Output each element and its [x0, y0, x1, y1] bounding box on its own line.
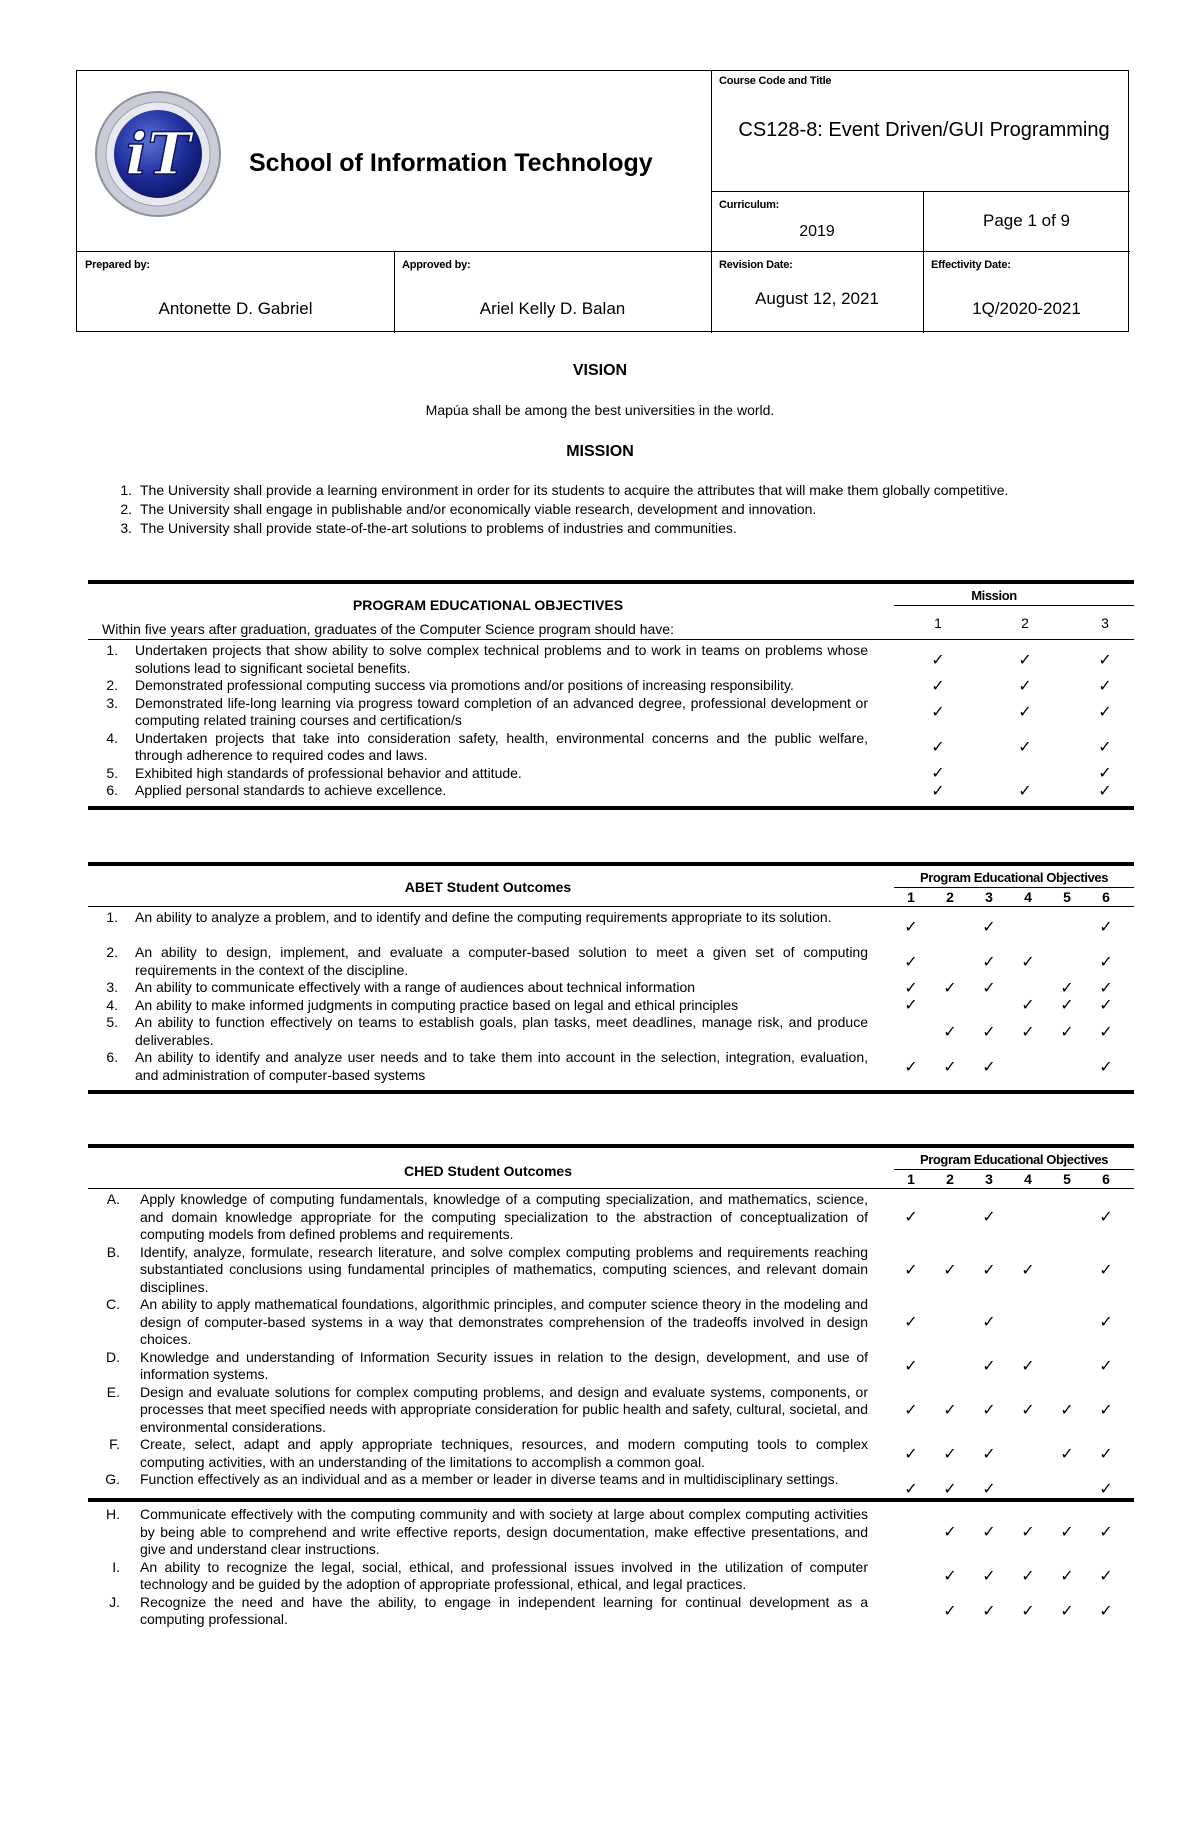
- abet-row: [88, 909, 1134, 944]
- revision-date-value: August 12, 2021: [755, 289, 879, 308]
- ched-row: [88, 1559, 1134, 1594]
- checkmark-icon: ✓: [1021, 1566, 1035, 1585]
- mission-list: [100, 482, 1150, 539]
- ched-row-number: G.: [105, 1471, 120, 1487]
- mission-item-number: 3.: [120, 520, 132, 536]
- abet-column-header: 3: [985, 889, 993, 905]
- ched-row-number: A.: [106, 1191, 120, 1207]
- checkmark-icon: ✓: [1099, 1522, 1113, 1542]
- ched-row: [88, 1506, 1134, 1559]
- checkmark-icon: ✓: [1098, 763, 1112, 783]
- checkmark-icon: ✓: [904, 1207, 918, 1227]
- checkmark-icon: ✓: [1099, 1312, 1113, 1332]
- peo-row: [88, 730, 1134, 765]
- abet-column-header: 5: [1063, 889, 1071, 905]
- peo-column-header: 3: [1101, 615, 1109, 631]
- peo-row: [88, 782, 1134, 800]
- ched-row-text: Design and evaluate solutions for complex computing problems, and design and evaluate systems, components, or processes that meet specified needs with appropriate consideration for public health and safety, cultural, societal, and environmental considerations.: [140, 1383, 868, 1435]
- checkmark-icon: ✓: [1099, 1056, 1113, 1076]
- school-logo: [93, 89, 223, 219]
- checkmark-icon: ✓: [1021, 1021, 1035, 1041]
- checkmark-icon: ✓: [943, 1601, 957, 1620]
- ched-column-header: 4: [1024, 1171, 1032, 1187]
- ched-column-header: 2: [946, 1171, 954, 1187]
- peo-row-number: 1.: [106, 642, 118, 658]
- checkmark-icon: ✓: [1060, 1522, 1074, 1542]
- peo-row-text: Undertaken projects that take into consideration safety, health, environmental concerns and the public welfare, through adherence to required codes and laws.: [135, 729, 868, 763]
- peo-row-number: 2.: [106, 677, 118, 693]
- checkmark-icon: ✓: [904, 1259, 918, 1279]
- ched-row-text: Create, select, adapt and apply appropriate techniques, resources, and modern computing tools to complex computing activities, with an understanding of the limitations to accomplish a common goal.: [140, 1436, 868, 1470]
- checkmark-icon: ✓: [943, 1443, 957, 1463]
- abet-table: [88, 862, 1134, 1096]
- ched-row-text: An ability to apply mathematical foundations, algorithmic principles, and computer science theory in the modeling and design of computer-based systems in a way that demonstrates comprehension of the tradeoffs involved in design choices.: [140, 1296, 868, 1347]
- ched-row: [88, 1296, 1134, 1349]
- ched-row-text: Identify, analyze, formulate, research literature, and solve complex computing problems and requirements reaching substantiated conclusions using fundamental principles of mathematics, computing sciences, and relevant domain disciplines.: [140, 1243, 868, 1295]
- checkmark-icon: ✓: [982, 1312, 996, 1332]
- checkmark-icon: ✓: [1018, 780, 1032, 800]
- ched-row-text: An ability to recognize the legal, social, ethical, and professional issues involved in the utilization of computer technology and be guided by the adoption of appropriate professional, ethical, and legal practices.: [140, 1558, 868, 1592]
- checkmark-icon: ✓: [1099, 951, 1113, 971]
- ched-row-number: I.: [112, 1558, 120, 1575]
- ched-row: [88, 1384, 1134, 1437]
- checkmark-icon: ✓: [1098, 737, 1112, 756]
- checkmark-icon: ✓: [1018, 737, 1032, 756]
- peo-row: [88, 677, 1134, 695]
- checkmark-icon: ✓: [1098, 649, 1112, 669]
- ched-group-label: Program Educational Objectives: [919, 1152, 1109, 1167]
- checkmark-icon: ✓: [943, 1399, 957, 1419]
- abet-row-number: 4.: [106, 996, 118, 1013]
- ched-row: [88, 1244, 1134, 1297]
- checkmark-icon: ✓: [904, 951, 918, 971]
- abet-row: [88, 1014, 1134, 1049]
- peo-row-number: 3.: [106, 694, 118, 711]
- abet-row-number: 3.: [106, 979, 118, 995]
- checkmark-icon: ✓: [1099, 1399, 1113, 1419]
- effectivity-date-label: Effectivity Date:: [931, 259, 1011, 271]
- abet-column-header: 6: [1102, 889, 1110, 905]
- peo-row: [88, 642, 1134, 677]
- checkmark-icon: ✓: [982, 1566, 996, 1585]
- checkmark-icon: ✓: [982, 1207, 996, 1227]
- ched-row-text: Recognize the need and have the ability, to engage in independent learning for continual development as a computing professional.: [140, 1593, 868, 1627]
- abet-row-number: 5.: [106, 1014, 118, 1030]
- abet-row-number: 2.: [106, 944, 118, 960]
- abet-column-header: 2: [946, 889, 954, 905]
- checkmark-icon: ✓: [1060, 995, 1074, 1015]
- checkmark-icon: ✓: [904, 1399, 918, 1419]
- abet-title: ABET Student Outcomes: [404, 879, 572, 895]
- checkmark-icon: ✓: [1098, 780, 1112, 800]
- checkmark-icon: ✓: [1099, 1478, 1113, 1498]
- checkmark-icon: ✓: [1018, 675, 1032, 695]
- checkmark-icon: ✓: [982, 977, 996, 997]
- checkmark-icon: ✓: [904, 995, 918, 1015]
- checkmark-icon: ✓: [931, 737, 945, 756]
- checkmark-icon: ✓: [1099, 995, 1113, 1015]
- ched-row-number: E.: [106, 1383, 120, 1400]
- abet-row: [88, 1049, 1134, 1084]
- course-title: CS128-8: Event Driven/GUI Programming: [738, 119, 1110, 141]
- checkmark-icon: ✓: [982, 1443, 996, 1463]
- checkmark-icon: ✓: [1018, 649, 1032, 669]
- abet-row-text: An ability to function effectively on teams to establish goals, plan tasks, meet deadlines, manage risk, and produce deliverables.: [135, 1014, 868, 1048]
- peo-row-text: Demonstrated professional computing success via promotions and/or positions of increasing responsibility.: [135, 677, 794, 693]
- checkmark-icon: ✓: [982, 916, 996, 936]
- checkmark-icon: ✓: [1021, 1356, 1035, 1375]
- ched-row-number: B.: [106, 1243, 120, 1260]
- abet-row: [88, 944, 1134, 979]
- mission-heading: MISSION: [566, 443, 634, 460]
- mission-item-text: The University shall engage in publishable and/or economically viable research, development and innovation.: [140, 501, 817, 517]
- mission-item-number: 1.: [120, 482, 132, 498]
- abet-row: [88, 979, 1134, 997]
- svg-text:iT: iT: [125, 120, 191, 188]
- peo-column-header: 1: [934, 615, 942, 631]
- checkmark-icon: ✓: [943, 1566, 957, 1585]
- curriculum-label: Curriculum:: [719, 199, 780, 211]
- abet-row-number: 1.: [106, 909, 118, 925]
- peo-row-text: Exhibited high standards of professional behavior and attitude.: [135, 764, 522, 781]
- checkmark-icon: ✓: [1018, 702, 1032, 721]
- mission-item: [100, 482, 1150, 501]
- ched-row-text: Apply knowledge of computing fundamentals, knowledge of a computing specialization, and mathematics, science, and domain knowledge appropriate for the computing specialization to the abstraction of conceptualization of computing models from defined problems and requirements.: [140, 1191, 868, 1242]
- checkmark-icon: ✓: [982, 1021, 996, 1041]
- ched-row: [88, 1191, 1134, 1244]
- peo-row-text: Applied personal standards to achieve excellence.: [135, 782, 447, 798]
- abet-row-text: An ability to make informed judgments in computing practice based on legal and ethical principles: [135, 996, 739, 1013]
- checkmark-icon: ✓: [1021, 1601, 1035, 1620]
- abet-row-text: An ability to communicate effectively with a range of audiences about technical information: [135, 979, 696, 995]
- checkmark-icon: ✓: [904, 977, 918, 997]
- peo-row-number: 4.: [106, 729, 118, 746]
- peo-row: [88, 695, 1134, 730]
- checkmark-icon: ✓: [1099, 1356, 1113, 1375]
- mission-item-number: 2.: [120, 501, 132, 517]
- abet-column-header: 1: [907, 889, 915, 905]
- course-code-label: Course Code and Title: [719, 75, 832, 87]
- checkmark-icon: ✓: [1060, 1443, 1074, 1463]
- ched-row-number: H.: [106, 1506, 120, 1522]
- checkmark-icon: ✓: [982, 951, 996, 971]
- abet-group-label: Program Educational Objectives: [919, 870, 1109, 885]
- abet-column-header: 4: [1024, 889, 1032, 905]
- ched-title: CHED Student Outcomes: [403, 1163, 572, 1179]
- checkmark-icon: ✓: [931, 649, 945, 669]
- checkmark-icon: ✓: [1099, 1021, 1113, 1041]
- mission-item-text: The University shall provide state-of-the-art solutions to problems of industries and communities.: [140, 520, 737, 536]
- ched-row-number: D.: [106, 1348, 120, 1365]
- checkmark-icon: ✓: [904, 1443, 918, 1463]
- checkmark-icon: ✓: [1021, 1259, 1035, 1279]
- ched-column-header: 1: [907, 1171, 915, 1187]
- ched-row-number: J.: [109, 1593, 120, 1610]
- checkmark-icon: ✓: [982, 1056, 996, 1076]
- checkmark-icon: ✓: [1099, 1601, 1113, 1620]
- checkmark-icon: ✓: [982, 1399, 996, 1419]
- checkmark-icon: ✓: [1060, 977, 1074, 997]
- abet-row-text: An ability to analyze a problem, and to identify and define the computing requirements appropriate to its solution.: [135, 909, 832, 925]
- checkmark-icon: ✓: [1099, 1259, 1113, 1279]
- vision-heading: VISION: [572, 362, 628, 379]
- checkmark-icon: ✓: [982, 1356, 996, 1375]
- ched-row-number: F.: [109, 1436, 120, 1452]
- ched-row-text: Function effectively as an individual and as a member or leader in diverse teams and in multidisciplinary settings.: [140, 1471, 839, 1487]
- checkmark-icon: ✓: [904, 1478, 918, 1498]
- checkmark-icon: ✓: [1099, 1207, 1113, 1227]
- checkmark-icon: ✓: [943, 1021, 957, 1041]
- checkmark-icon: ✓: [904, 1356, 918, 1375]
- peo-row-number: 5.: [106, 764, 118, 781]
- approved-by-label: Approved by:: [402, 259, 471, 271]
- checkmark-icon: ✓: [982, 1601, 996, 1620]
- curriculum-value: 2019: [799, 223, 835, 240]
- document-header: [76, 70, 1129, 332]
- revision-date-label: Revision Date:: [719, 259, 793, 271]
- checkmark-icon: ✓: [1021, 1399, 1035, 1419]
- checkmark-icon: ✓: [943, 1259, 957, 1279]
- peo-title: PROGRAM EDUCATIONAL OBJECTIVES: [352, 597, 624, 613]
- checkmark-icon: ✓: [943, 977, 957, 997]
- abet-row-number: 6.: [106, 1049, 118, 1065]
- checkmark-icon: ✓: [1099, 1443, 1113, 1463]
- checkmark-icon: ✓: [931, 763, 945, 783]
- ched-row: [88, 1349, 1134, 1384]
- ched-column-header: 3: [985, 1171, 993, 1187]
- peo-row-text: Demonstrated life-long learning via progress toward completion of an advanced degree, professional development or computing related training courses and certification/s: [135, 694, 868, 728]
- ched-column-header: 6: [1102, 1171, 1110, 1187]
- ched-row-text: Knowledge and understanding of Information Security issues in relation to the design, development, and use of information systems.: [140, 1348, 868, 1382]
- peo-group-label: Mission: [971, 588, 1017, 603]
- prepared-by-label: Prepared by:: [85, 259, 150, 271]
- checkmark-icon: ✓: [1021, 951, 1035, 971]
- abet-row: [88, 997, 1134, 1015]
- abet-row-text: An ability to identify and analyze user needs and to take them into account in the selection, integration, evaluation, and administration of computer-based systems: [135, 1049, 868, 1083]
- approved-by-value: Ariel Kelly D. Balan: [479, 299, 626, 318]
- checkmark-icon: ✓: [943, 1522, 957, 1542]
- checkmark-icon: ✓: [982, 1522, 996, 1542]
- peo-subtitle: Within five years after graduation, graduates of the Computer Science program should have:: [102, 621, 674, 637]
- peo-row: [88, 765, 1134, 783]
- mission-item: [100, 501, 1150, 520]
- checkmark-icon: ✓: [1099, 977, 1113, 997]
- checkmark-icon: ✓: [1021, 995, 1035, 1015]
- ched-row-text: Communicate effectively with the computing community and with society at large about complex computing activities by being able to comprehend and write effective reports, design documentation, make effective presentations, and give and understand clear instructions.: [140, 1506, 868, 1557]
- abet-row-text: An ability to design, implement, and evaluate a computer-based solution to meet a given set of computing requirements in the context of the discipline.: [135, 944, 868, 978]
- ched-column-header: 5: [1063, 1171, 1071, 1187]
- peo-row-number: 6.: [106, 782, 118, 798]
- checkmark-icon: ✓: [1098, 702, 1112, 721]
- checkmark-icon: ✓: [982, 1259, 996, 1279]
- school-name: School of Information Technology: [249, 149, 653, 177]
- checkmark-icon: ✓: [1099, 916, 1113, 936]
- prepared-by-value: Antonette D. Gabriel: [158, 299, 313, 318]
- checkmark-icon: ✓: [982, 1478, 996, 1498]
- page-number: Page 1 of 9: [983, 211, 1070, 230]
- checkmark-icon: ✓: [904, 1312, 918, 1332]
- checkmark-icon: ✓: [931, 780, 945, 800]
- checkmark-icon: ✓: [943, 1056, 957, 1076]
- ched-row-number: C.: [106, 1296, 120, 1312]
- checkmark-icon: ✓: [943, 1478, 957, 1498]
- peo-column-header: 2: [1021, 615, 1029, 631]
- checkmark-icon: ✓: [1021, 1522, 1035, 1542]
- checkmark-icon: ✓: [904, 1056, 918, 1076]
- peo-table: [88, 580, 1134, 812]
- vision-text: Mapúa shall be among the best universities in the world.: [425, 402, 775, 418]
- ched-table: [88, 1144, 1134, 1627]
- checkmark-icon: ✓: [1060, 1601, 1074, 1620]
- checkmark-icon: ✓: [1098, 675, 1112, 695]
- mission-item-text: The University shall provide a learning environment in order for its students to acquire the attributes that will make them globally competitive.: [140, 482, 1009, 498]
- peo-row-text: Undertaken projects that show ability to solve complex technical problems and to work in teams on problems whose solutions lead to significant societal benefits.: [135, 642, 868, 676]
- checkmark-icon: ✓: [1060, 1021, 1074, 1041]
- checkmark-icon: ✓: [904, 916, 918, 936]
- effectivity-date-value: 1Q/2020-2021: [972, 299, 1081, 318]
- checkmark-icon: ✓: [1099, 1566, 1113, 1585]
- ched-row: [88, 1436, 1134, 1471]
- mission-item: [100, 520, 1150, 539]
- checkmark-icon: ✓: [1060, 1566, 1074, 1585]
- checkmark-icon: ✓: [1060, 1399, 1074, 1419]
- checkmark-icon: ✓: [931, 675, 945, 695]
- ched-row: [88, 1594, 1134, 1629]
- checkmark-icon: ✓: [931, 702, 945, 721]
